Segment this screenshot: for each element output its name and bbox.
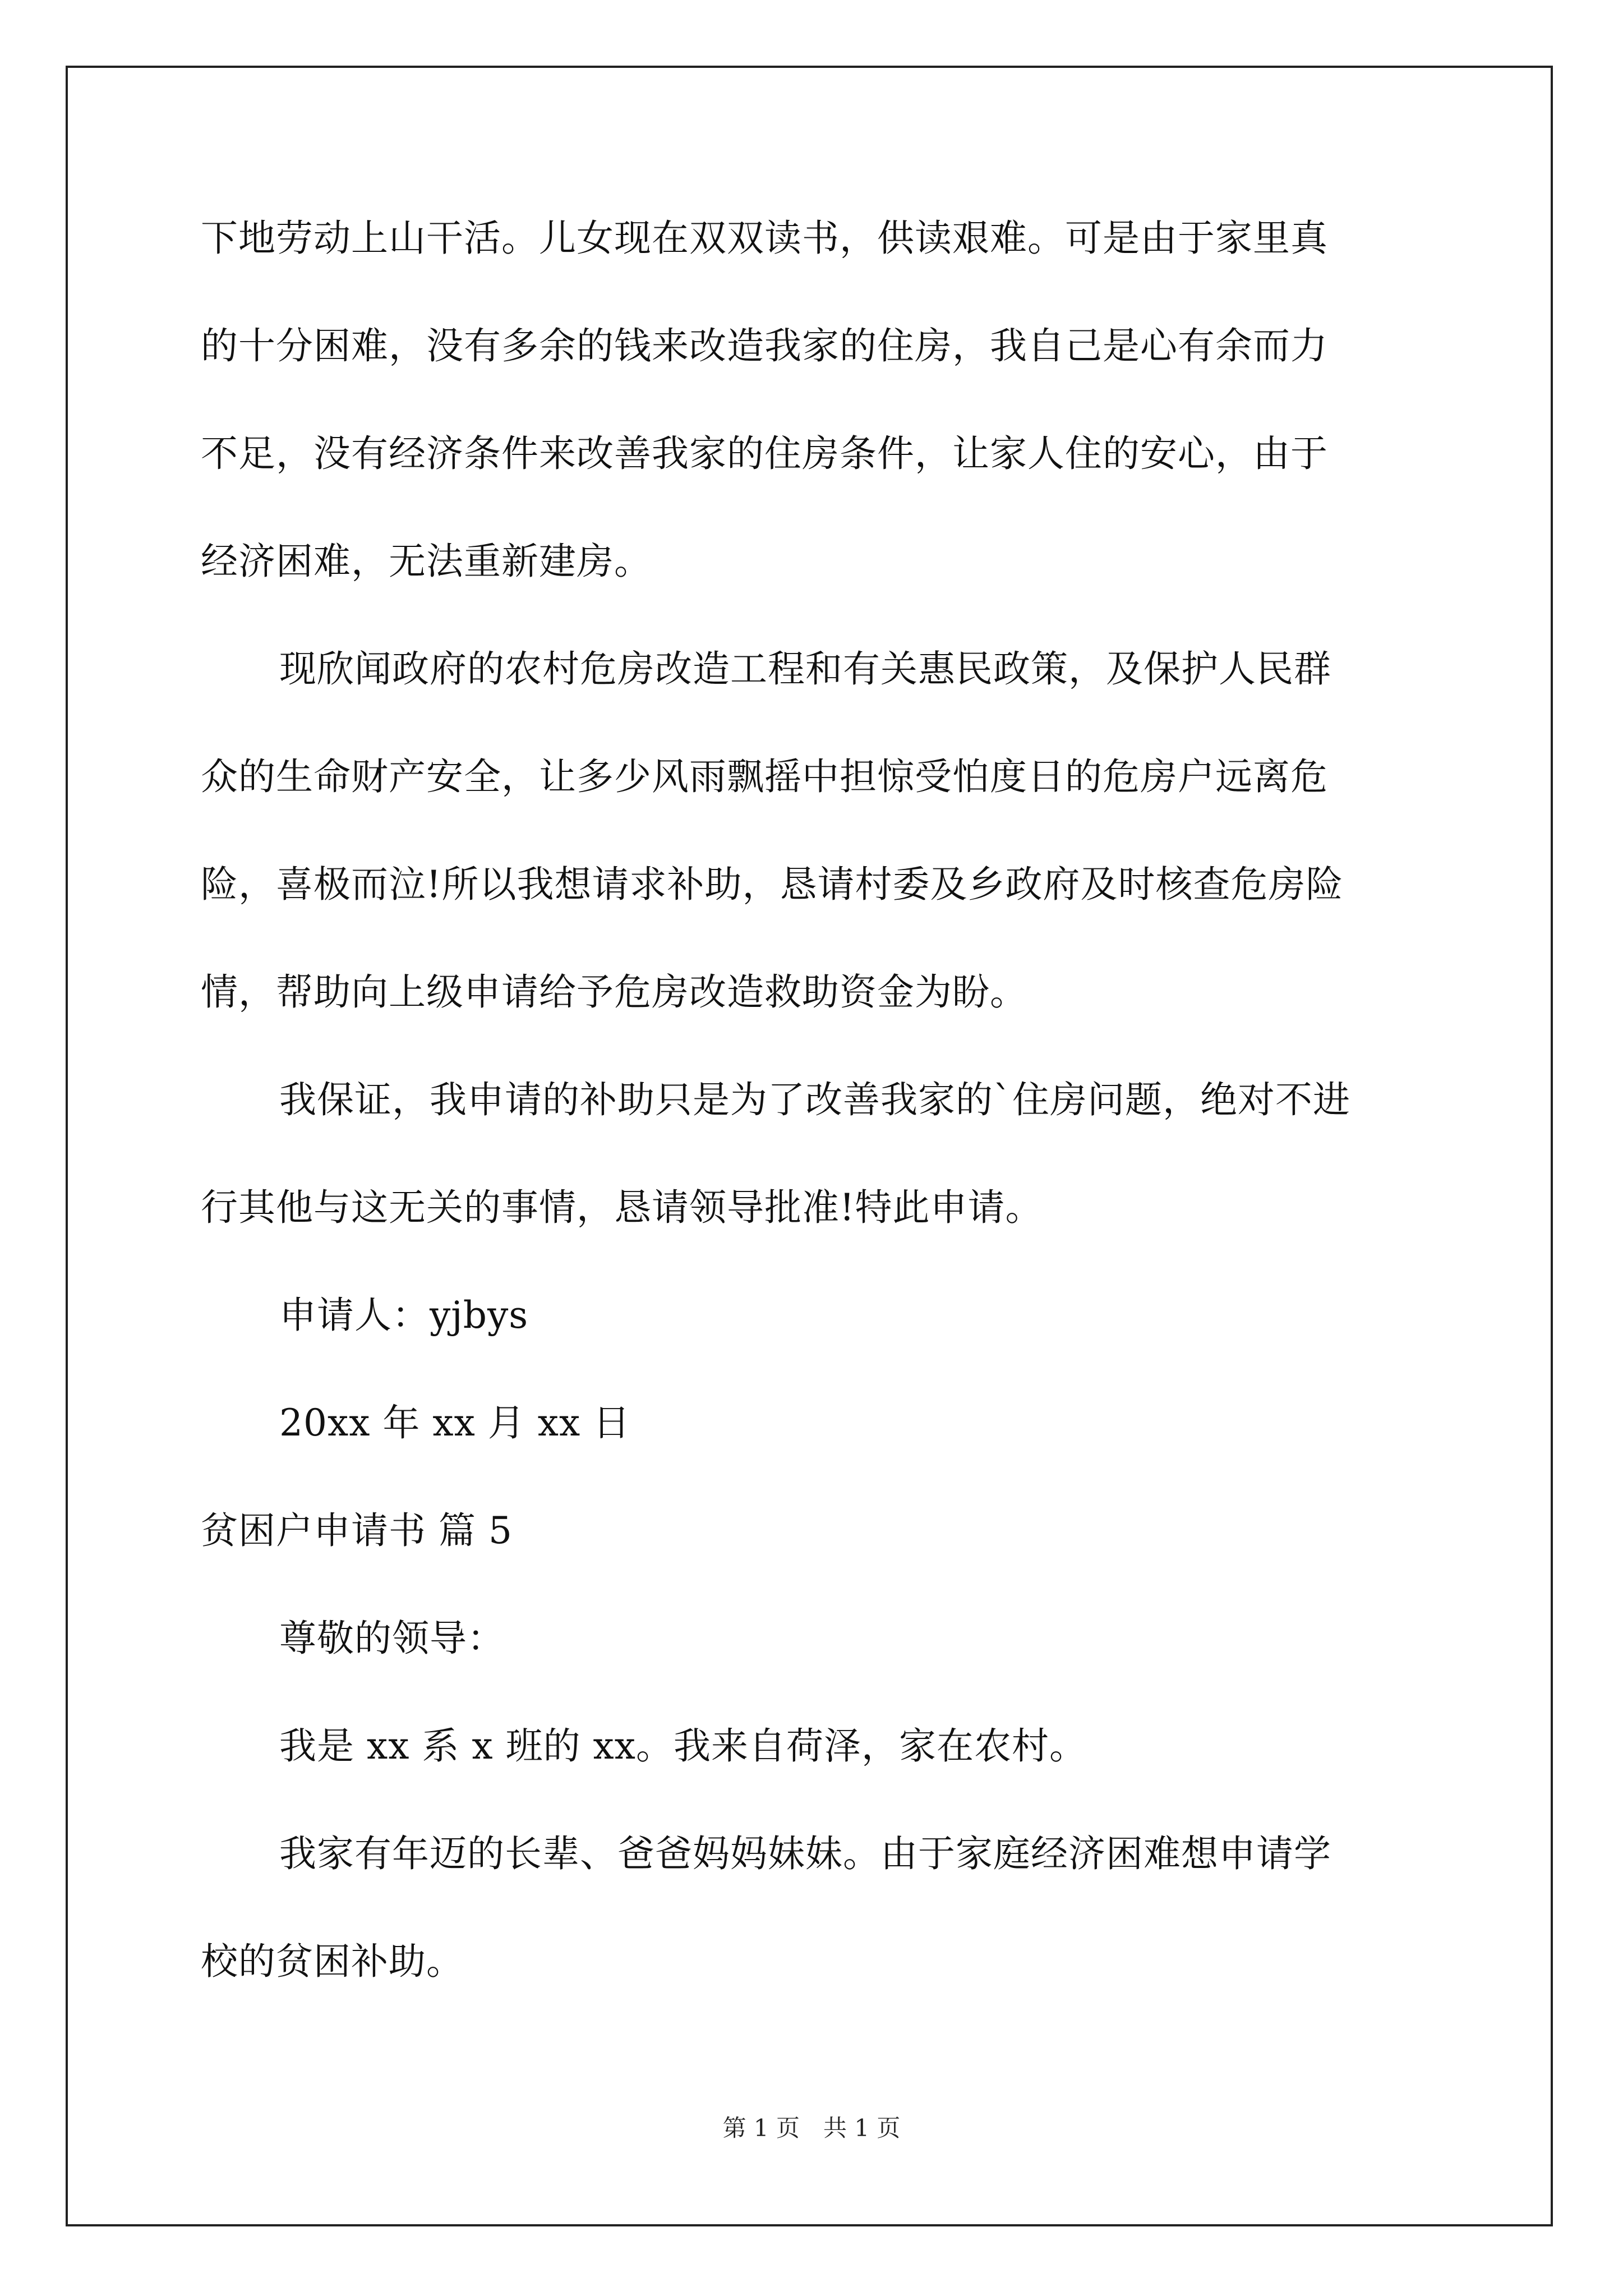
paragraph-line: 险，喜极而泣!所以我想请求补助，恳请村委及乡政府及时核查危房险 <box>201 863 1344 906</box>
paragraph-line: 的十分困难，没有多余的钱来改造我家的住房，我自己是心有余而力 <box>201 324 1328 367</box>
page-number-footer: 第 1 页 共 1 页 <box>722 2114 901 2142</box>
paragraph-line: 情，帮助向上级申请给予危房改造救助资金为盼。 <box>201 970 1027 1014</box>
section-heading: 贫困户申请书 篇 5 <box>201 1509 513 1552</box>
document-body <box>201 219 1423 2050</box>
paragraph-line: 我是 xx 系 x 班的 xx。我来自荷泽，家在农村。 <box>279 1724 1087 1768</box>
applicant-line: 申请人：yjbys <box>279 1294 529 1337</box>
salutation: 尊敬的领导： <box>279 1617 505 1660</box>
paragraph-line: 我家有年迈的长辈、爸爸妈妈妹妹。由于家庭经济困难想申请学 <box>279 1832 1331 1875</box>
paragraph-line: 不足，没有经济条件来改善我家的住房条件，让家人住的安心，由于 <box>201 432 1328 475</box>
paragraph-line: 现欣闻政府的农村危房改造工程和有关惠民政策，及保护人民群 <box>279 647 1331 691</box>
date-line: 20xx 年 xx 月 xx 日 <box>279 1401 631 1444</box>
paragraph-line: 校的贫困补助。 <box>201 1940 464 1983</box>
paragraph-line: 我保证，我申请的补助只是为了改善我家的`住房问题，绝对不进 <box>279 1078 1350 1121</box>
paragraph-line: 众的生命财产安全，让多少风雨飘摇中担惊受怕度日的危房户远离危 <box>201 755 1328 798</box>
paragraph-line: 经济困难，无法重新建房。 <box>201 540 652 583</box>
paragraph-line: 行其他与这无关的事情，恳请领导批准!特此申请。 <box>201 1186 1043 1229</box>
paragraph-line: 下地劳动上山干活。儿女现在双双读书，供读艰难。可是由于家里真 <box>201 217 1328 260</box>
